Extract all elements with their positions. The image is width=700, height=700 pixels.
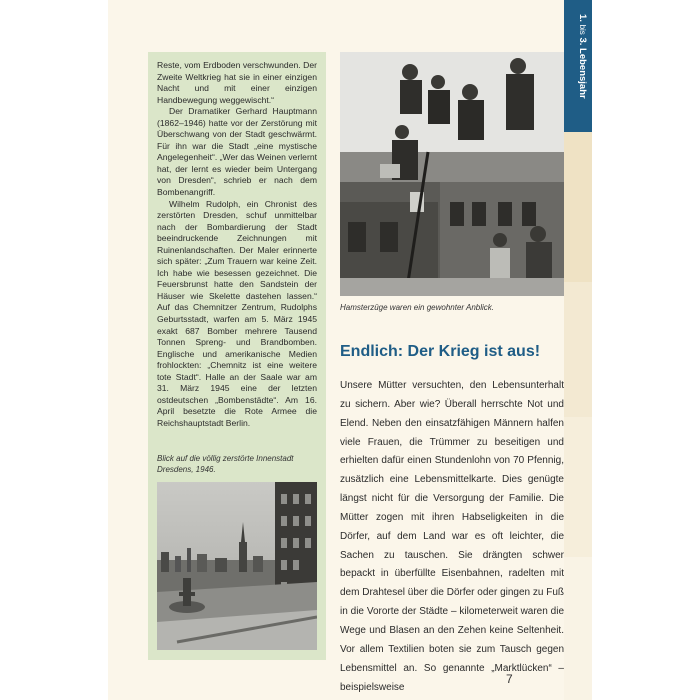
sidebar-paragraph: Der Dramatiker Gerhard Hauptmann (1862–1946) hatte vor der Zerstörung mit Überschwang von der Stadt geschwärmt. Für ihn war die Stadt „eine mystische Angelegenheit“. „Wer das Weinen verlernt hat, der lernt es wieder beim Untergang von Dresden“, schrieb er nach dem Bombenangriff. bbox=[157, 106, 317, 198]
body-text: Unsere Mütter versuchten, den Lebensunterhalt zu sichern. Aber wie? Überall herrschte Not und Elend. Neben den einsatzfähigen Männern halfen viele Frauen, die Trümmer zu beseitigen und erhielten dafür einen Stundenlohn von 70 Pfennig, zusätzlich eine Lebensmittelkarte. Dies genügte längst nicht für die Versorgung der Familie. Die Mütter zogen mit ihren Habseligkeiten in die Dörfer, auf dem Land war es oft leichter, die Sachen zu tauschen. Sie drängten schwer bepackt in überfüllte Eisenbahnen, radelten mit dem Drahtesel über die Dörfer oder gingen zu Fuß in die Vororte der Städte – kilometerweit waren die Wege und Blasen an den Zehen keine Seltenheit. Vor allem Textilien boten sie zum Tausch gegen Lebensmittel an. So genannte „Marktlücken“ – beispielsweise bbox=[340, 380, 565, 693]
sidebar-paragraph: Wilhelm Rudolph, ein Chronist des zerstörten Dresden, schuf unmittelbar nach der Bombardierung der Stadt beeindruckende Zeichnungen mit Ruinenlandschaften. Der Maler erinnerte sich später: „Zum Trauern war keine Zeit. Ich habe wie besessen gezeichnet. Die Feuersbrunst hatte den Sandstein der Häuser wie Skelette dastehen lassen.“ Auf das Chemnitzer Zentrum, Rudolphs Geburtsstadt, warfen am 5. März 1945 exakt 687 Bomber mehrere Tausend Tonnen Spreng- und Brandbomben. Englische und amerikanische Medien frohlockten: „Chemnitz ist eine weitere tote Stadt“. Halle an der Saale war am 31. März 1945 eine der letzten ostdeutschen „Bombenstädte“. Am 16. April besetzte die Rote Armee die Reichshauptstadt Berlin. bbox=[157, 198, 317, 428]
tab-section-3 bbox=[564, 282, 592, 417]
tab-section-4 bbox=[564, 417, 592, 557]
page-number: 7 bbox=[506, 672, 513, 686]
dresden-ruins-photo bbox=[157, 482, 317, 650]
train-photo bbox=[340, 52, 564, 296]
sidebar-photo-caption: Blick auf die völlig zerstörte Innenstadt Dresdens, 1946. bbox=[157, 454, 294, 474]
tab-section-2 bbox=[564, 132, 592, 282]
chapter-tab-label: 1. bis 3. Lebensjahr bbox=[577, 14, 588, 99]
sidebar-paragraph: Reste, vom Erdboden verschwunden. Der Zweite Weltkrieg hat sie in einer einzigen Nacht und mit einer einzigen Handbewegung weggewischt.“ bbox=[157, 60, 317, 105]
sidebar-text bbox=[157, 60, 317, 430]
section-heading: Endlich: Der Krieg ist aus! bbox=[340, 343, 541, 360]
train-photo-caption: Hamsterzüge waren ein gewohnter Anblick. bbox=[340, 303, 495, 312]
tab-section-5 bbox=[564, 557, 592, 700]
